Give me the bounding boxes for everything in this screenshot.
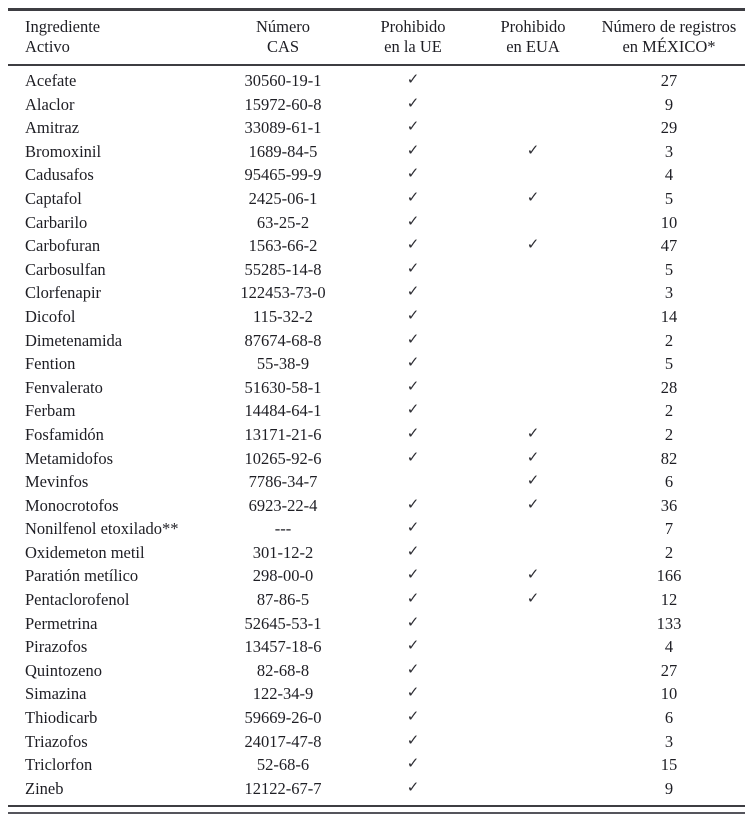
header-line: Número de registros [601,17,737,36]
column-header-numero-cas [213,17,353,57]
ingredient-name: Clorfenapir [25,283,102,303]
table-row [8,258,745,282]
table-row [8,305,745,329]
ingredient-name: Metamidofos [25,448,113,468]
table-body [8,66,745,802]
mexico-registrations-count: 166 [656,566,682,586]
banned-eu-checkmark: ✓ [406,189,420,206]
column-header-registros-mexico [593,17,745,57]
banned-eu-checkmark: ✓ [406,638,420,655]
ingredient-name: Alaclor [25,94,75,114]
table-row [8,93,745,117]
cas-number: 14484-64-1 [244,401,322,421]
cas-number: 82-68-8 [256,660,310,680]
mexico-registrations-count: 9 [664,778,674,798]
table-row [8,659,745,683]
banned-eu-checkmark: ✓ [406,591,420,608]
mexico-registrations-count: 2 [664,330,674,350]
mexico-registrations-count: 12 [660,590,678,610]
table-row [8,777,745,801]
header-line: Activo [25,37,70,56]
header-line: Prohibido [380,17,446,36]
ingredient-name: Paratión metílico [25,566,139,586]
mexico-registrations-count: 10 [660,684,678,704]
cas-number: 59669-26-0 [244,708,322,728]
banned-eu-checkmark: ✓ [406,331,420,348]
mexico-registrations-count: 27 [660,660,678,680]
cas-number: 115-32-2 [253,306,313,326]
banned-usa-checkmark: ✓ [526,425,540,442]
banned-usa-checkmark: ✓ [526,591,540,608]
banned-eu-checkmark: ✓ [406,213,420,230]
cas-number: 298-00-0 [252,566,314,586]
banned-eu-checkmark: ✓ [406,237,420,254]
banned-usa-checkmark: ✓ [526,449,540,466]
cas-number: 13457-18-6 [244,637,322,657]
mexico-registrations-count: 27 [660,71,678,90]
banned-usa-checkmark: ✓ [526,237,540,254]
header-line: en EUA [506,37,560,56]
cas-number: 63-25-2 [256,212,310,232]
banned-eu-checkmark: ✓ [406,284,420,301]
mexico-registrations-count: 5 [664,188,674,208]
banned-eu-checkmark: ✓ [406,614,420,631]
table-row [8,376,745,400]
ingredient-name: Quintozeno [25,660,102,680]
cas-number: 24017-47-8 [244,731,322,751]
banned-eu-checkmark: ✓ [406,732,420,749]
banned-eu-checkmark: ✓ [406,260,420,277]
mexico-registrations-count: 2 [664,542,674,562]
cas-number: 10265-92-6 [244,448,322,468]
table-row [8,187,745,211]
cas-number: 301-12-2 [252,542,314,562]
banned-eu-checkmark: ✓ [406,567,420,584]
ingredient-name: Bromoxinil [25,141,102,161]
ingredient-name: Zineb [25,778,64,798]
ingredient-name: Thiodicarb [25,708,98,728]
banned-usa-checkmark: ✓ [526,496,540,513]
mexico-registrations-count: 10 [660,212,678,232]
ingredient-name: Carbosulfan [25,259,106,279]
mexico-registrations-count: 36 [660,495,678,515]
mexico-registrations-count: 2 [664,401,674,421]
table-row [8,470,745,494]
cas-number: 122-34-9 [252,684,314,704]
table-row [8,588,745,612]
table-header-row [8,11,745,64]
column-header-prohibido-ue [353,17,473,57]
cas-number: 95465-99-9 [244,165,322,185]
mexico-registrations-count: 133 [656,613,682,633]
mexico-registrations-count: 28 [660,377,678,397]
table-row [8,211,745,235]
ingredient-name: Nonilfenol etoxilado** [25,519,179,539]
banned-usa-checkmark: ✓ [526,567,540,584]
cas-number: 87-86-5 [256,590,310,610]
cas-number: 87674-68-8 [244,330,322,350]
table-row [8,564,745,588]
table-row [8,706,745,730]
banned-eu-checkmark: ✓ [406,72,420,88]
table-row [8,494,745,518]
mexico-registrations-count: 4 [664,637,674,657]
table-row [8,116,745,140]
banned-eu-checkmark: ✓ [406,449,420,466]
ingredient-name: Dicofol [25,306,76,326]
ingredient-name: Mevinfos [25,472,89,492]
table-row [8,541,745,565]
table-row [8,517,745,541]
mexico-registrations-count: 15 [660,755,678,775]
table-row [8,281,745,305]
table-row [8,234,745,258]
banned-eu-checkmark: ✓ [406,425,420,442]
table-row [8,447,745,471]
ingredient-name: Triclorfon [25,755,93,775]
banned-usa-checkmark: ✓ [526,142,540,159]
ingredient-name: Acefate [25,71,77,90]
ingredient-name: Captafol [25,188,82,208]
table-row [8,329,745,353]
table-bottom-rule-1 [8,805,745,807]
cas-number: 52-68-6 [256,755,310,775]
cas-number: 30560-19-1 [244,71,322,90]
banned-eu-checkmark: ✓ [406,543,420,560]
cas-number: --- [274,519,292,539]
cas-number: 13171-21-6 [244,424,322,444]
ingredient-name: Pentaclorofenol [25,590,130,610]
mexico-registrations-count: 14 [660,306,678,326]
mexico-registrations-count: 5 [664,354,674,374]
cas-number: 122453-73-0 [240,283,326,303]
ingredient-name: Carbarilo [25,212,88,232]
ingredient-name: Oxidemeton metil [25,542,145,562]
banned-eu-checkmark: ✓ [406,779,420,796]
banned-eu-checkmark: ✓ [406,142,420,159]
header-line: CAS [266,37,300,56]
mexico-registrations-count: 47 [660,236,678,256]
mexico-registrations-count: 6 [664,708,674,728]
table-row [8,612,745,636]
banned-eu-checkmark: ✓ [406,496,420,513]
banned-eu-checkmark: ✓ [406,355,420,372]
banned-eu-checkmark: ✓ [406,307,420,324]
mexico-registrations-count: 6 [664,472,674,492]
mexico-registrations-count: 3 [664,283,674,303]
mexico-registrations-count: 4 [664,165,674,185]
ingredient-name: Fenvalerato [25,377,103,397]
cas-number: 55285-14-8 [244,259,322,279]
mexico-registrations-count: 29 [660,118,678,138]
table-row [8,730,745,754]
ingredient-name: Carbofuran [25,236,101,256]
table-row [8,682,745,706]
ingredient-name: Fention [25,354,76,374]
pesticides-table [8,8,745,814]
ingredient-name: Pirazofos [25,637,88,657]
banned-eu-checkmark: ✓ [406,520,420,537]
banned-eu-checkmark: ✓ [406,756,420,773]
banned-eu-checkmark: ✓ [406,166,420,183]
column-header-ingrediente-activo [8,17,213,57]
banned-eu-checkmark: ✓ [406,378,420,395]
header-line: en la UE [384,37,442,56]
table-row [8,163,745,187]
banned-eu-checkmark: ✓ [406,402,420,419]
cas-number: 1689-84-5 [248,141,318,161]
column-header-prohibido-eua [473,17,593,57]
table-row [8,423,745,447]
table-row [8,753,745,777]
ingredient-name: Permetrina [25,613,98,633]
banned-eu-checkmark: ✓ [406,119,420,136]
cas-number: 12122-67-7 [244,778,322,798]
header-line: Ingrediente [25,17,101,36]
mexico-registrations-count: 82 [660,448,678,468]
ingredient-name: Dimetenamida [25,330,123,350]
table-row [8,140,745,164]
cas-number: 51630-58-1 [244,377,322,397]
banned-usa-checkmark: ✓ [526,189,540,206]
ingredient-name: Simazina [25,684,87,704]
cas-number: 55-38-9 [256,354,310,374]
ingredient-name: Amitraz [25,118,80,138]
cas-number: 15972-60-8 [244,94,322,114]
ingredient-name: Fosfamidón [25,424,104,444]
banned-eu-checkmark: ✓ [406,661,420,678]
ingredient-name: Triazofos [25,731,88,751]
table-row [8,69,745,93]
mexico-registrations-count: 5 [664,259,674,279]
cas-number: 7786-34-7 [248,472,318,492]
mexico-registrations-count: 9 [664,94,674,114]
banned-eu-checkmark: ✓ [406,685,420,702]
header-line: Prohibido [500,17,566,36]
cas-number: 52645-53-1 [244,613,322,633]
banned-eu-checkmark: ✓ [406,95,420,112]
cas-number: 2425-06-1 [248,188,318,208]
ingredient-name: Ferbam [25,401,76,421]
cas-number: 33089-61-1 [244,118,322,138]
banned-usa-checkmark: ✓ [526,473,540,490]
table-row [8,635,745,659]
cas-number: 1563-66-2 [248,236,318,256]
cas-number: 6923-22-4 [248,495,318,515]
ingredient-name: Cadusafos [25,165,94,185]
ingredient-name: Monocrotofos [25,495,119,515]
banned-eu-checkmark: ✓ [406,709,420,726]
table-row [8,399,745,423]
header-line: Número [255,17,311,36]
header-line: en MÉXICO* [622,37,716,56]
mexico-registrations-count: 7 [664,519,674,539]
table-row [8,352,745,376]
mexico-registrations-count: 3 [664,141,674,161]
mexico-registrations-count: 2 [664,424,674,444]
mexico-registrations-count: 3 [664,731,674,751]
